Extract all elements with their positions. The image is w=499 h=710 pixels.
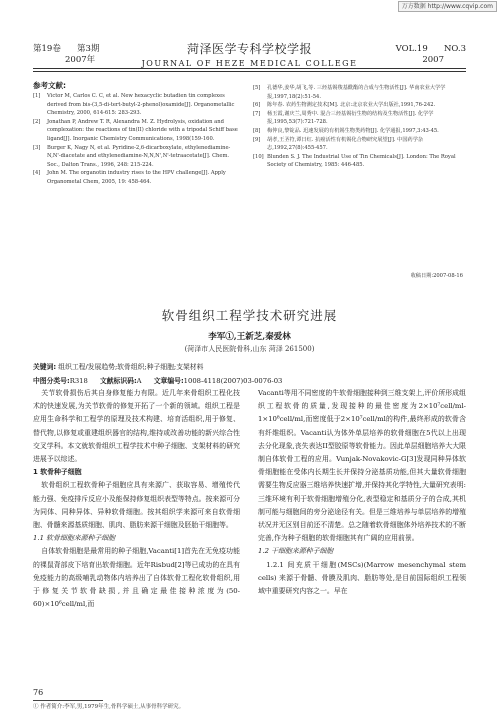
article-affiliation: (菏泽市人民医院骨科,山东 菏泽 261500)	[184, 345, 315, 353]
reference-item: [5] 孔德华,姜华,胡飞,等. 三烃基锡羧基酰酯的合成与生物活性[J]. 华南农业大学学报,1997,18(2):51-54.	[253, 85, 446, 100]
keywords-value: 组织工程/发展趋势;软骨组织;种子细胞;支架材料	[58, 363, 204, 371]
subsection-heading: 1.1 软骨细胞来源种子细胞	[33, 534, 116, 543]
reference-item: [9] 胡孝,王圣符,谭日红. 抗癌活性有机锡化合物研究展望[J]. 中国药学杂志,1992,27(8):455-457.	[253, 136, 424, 152]
footnote-rule	[33, 700, 103, 701]
journal-title-en: JOURNAL OF HEZE MEDICAL COLLEGE	[141, 59, 358, 68]
references-right	[253, 84, 466, 170]
article-id-value: 1008-4118(2007)03-0076-03	[183, 377, 283, 385]
header-year-en: 2007	[422, 55, 444, 65]
body-paragraph: 软骨组织工程软骨种子细胞应具有来源广、获取容易、增殖传代能力强、免疫排斥反应小及能保持修复组织表型等特点。按来源可分为同体、同种异体、异种软骨细胞。按其组织学来源可来自软骨细胞、骨髓来源基质细胞、肌肉、脂肪来源干细胞及胚胎干细胞等。	[33, 481, 240, 530]
doc-code-value: A	[136, 377, 142, 385]
received-date: 收稿日期:2007-08-16	[410, 273, 463, 279]
page-number: 76	[33, 688, 44, 697]
body-paragraph: 关节软骨损伤后其自身修复能力有限。近几年来骨组织工程化技术的快速发展,为关节软骨的修复开拓了一个新的领域。组织工程是应用生命科学和工程学的原理及技术构建、培育活组织,用于修复、替代物,以修复或重建组织器官的结构,维持或改善功能的新兴综合性交叉学科。本文就软骨组织工程学技术中种子细胞、支架材料的研究进展予以综述。	[33, 389, 240, 464]
references-title: 参考文献:	[33, 81, 66, 90]
keywords-line	[33, 361, 203, 371]
subsection-heading: 1.2 干细胞来源种子细胞	[258, 547, 334, 556]
reference-item: [3] Burger K, Nagy N, et al. Pyridine-2,6-dicarboxylate, ethylenediamine-N,N'-diacetate and ethylenediamine-N,N,N',N'-tetraacetate[J]. Chem. Soc., Dalton Trans., 1996, 248: 215-224.	[33, 144, 231, 168]
header-rule-thick	[33, 68, 466, 69]
class-label: 中图分类号:	[33, 377, 70, 385]
article-authors: 李军①,王新芝,秦爱林	[208, 332, 291, 342]
journal-title-cn: 菏泽医学专科学校学报	[186, 42, 312, 56]
watermark-badge: 万方数据 http://www.cqvip.com	[398, 1, 497, 12]
references-left	[33, 92, 243, 187]
body-column-right	[258, 387, 466, 598]
header-no-en: NO.3	[443, 44, 466, 54]
body-paragraph: 自体软骨细胞是最常用的种子细胞,Vacanti[1]首先在无免疫功能的裸鼠背部皮下培育出软骨细胞。近年Risbud[2]等已成功的在具有免疫能力的高级哺乳动物体内培养出了自体软骨工程化软骨组织,用于修复关节软骨缺损,并且确定最佳接种浓度为(50-60)×10⁶cell/ml,而	[33, 547, 240, 609]
reference-item: [10] Blunden S. J. The Industrial Use of Tin Chemicals[J]. London: The Royal Society of Chemistry, 1985: 446-485.	[253, 153, 456, 169]
body-paragraph: Vacanti等用不同密度的牛软骨细胞接种到三维支架上,评价所形成组织工程软骨的质量,发现接种的最佳密度为2×10⁷cell/ml-1×10⁸cell/ml,而密度低于2×10⁷cell/ml的构件,最终形成的软骨含有纤维组织。Vacanti认为体外单层培养的软骨细胞在5代以上出现去分化现象,丧失表达II型胶原等软骨能力。因此单层细胞培养大大限制自体软骨工程的应用。Vunjak-Novakovic-G[3]发现同种异体软骨细胞能在受体内长期生长并保持分泌基质功能,但其大量软骨细胞需要生物反应器三维培养快速扩增,并保持其化学特性,大量研究表明:三维环境有利于软骨细胞增殖分化,表型稳定和基质分子的合成,其机制可能与细胞间的旁分泌途径有关。但是三维培养与单层培养的增殖状况并无区别目前还不清楚。总之随着软骨细胞体外培养技术的不断完善,作为种子细胞的软骨细胞其有广阔的应用前景。	[258, 389, 466, 543]
doc-code-label: 文献标识码:	[99, 377, 137, 385]
reference-item: [6] 陈年春. 农药生物测定技术[M]. 北京:北京农业大学出版社,1991,76-242.	[253, 102, 436, 109]
class-value: R318	[69, 377, 88, 385]
section-heading: 1 软骨种子细胞	[33, 468, 82, 477]
keywords-label: 关键词:	[33, 363, 57, 371]
reference-item: [1] Victor M, Carlos C. C, et al. New hexacyclic butadien tin complexes derived from bis-(3,5-di-tert-butyl-2-phenol)oxamide[J]. Organometallic Chemistry, 2000, 614-615: 283-293.	[33, 93, 235, 117]
reference-item: [8] 梅仲良,黎锭品. 迅速发展的有机锡生物类药物[J]. 化学通报,1997,3:43-45.	[253, 127, 439, 134]
body-paragraph: 1.2.1 间充质干细胞(MSCs)(Marrow mesenchymal stem cells) 来源于骨髓、骨膜及肌肉、脂肪等处,是目前国际组织工程领域中重要研究内容之一。早在	[258, 560, 466, 596]
header-rule-thin	[33, 71, 466, 72]
header-right	[396, 44, 466, 66]
body-column-left	[33, 387, 240, 611]
article-title: 软骨组织工程学技术研究进展	[161, 308, 338, 323]
footnote: ① 作者简介:李军,男,1979年生,骨科学硕士,从事骨科学研究。	[33, 704, 185, 710]
header-vol-en: VOL.19	[395, 44, 428, 54]
reference-item: [2] Jonathan P, Andrew T. R, Alexandra M. Z. Hydrolysis, oxidation and complexation: the reactions of tin(II) chloride with a tripodal Schiff base ligand[J]. Inorganic Chemistry Communications, 1998(159-160.	[33, 118, 238, 142]
classification-line	[33, 375, 292, 385]
header-issue: 第3期	[77, 44, 100, 54]
article-id-label: 文章编号:	[153, 377, 184, 385]
reference-item: [7] 杨玉霞,谢庆兰,周秀中. 混合三烃基锡衍生物的结构及生物活性[J]. 化学学报,1995,53(7):721-728.	[253, 110, 434, 126]
header-year-cn: 2007年	[65, 55, 96, 65]
reference-item: [4] John M. The organotin industry rises to the HPV challenge[J]. Apply Organometal Chem, 2005, 19: 458-464.	[33, 170, 226, 185]
header-volume: 第19卷	[33, 44, 61, 54]
